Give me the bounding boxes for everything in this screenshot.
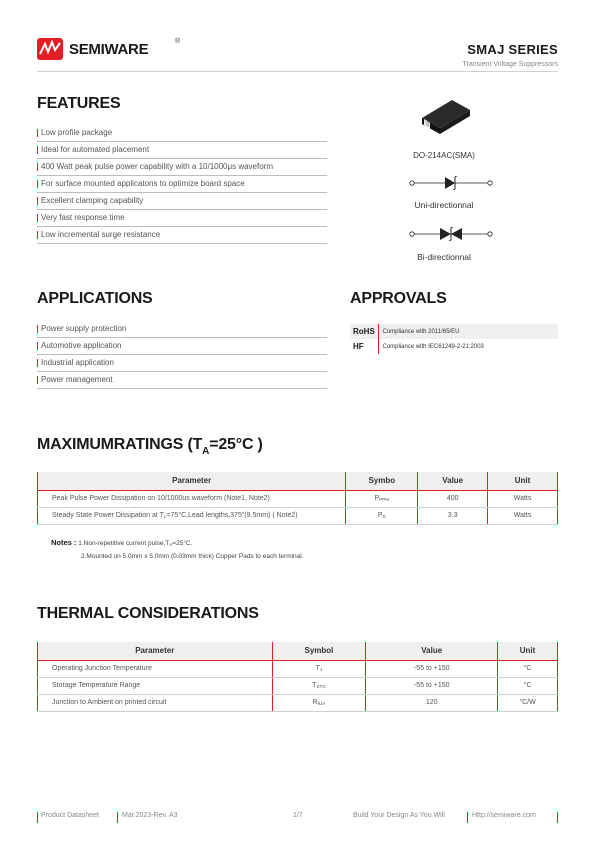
column-header: Unit bbox=[498, 642, 558, 660]
max-ratings-heading: MAXIMUMRATINGS ($T_A=25^\circ C$ ) bbox=[37, 436, 263, 457]
approval-value: Compliance with 2011/65/EU bbox=[378, 324, 558, 339]
symbol-cell: $P_D$ bbox=[346, 507, 418, 524]
list-item: Power management bbox=[37, 372, 327, 389]
thermal-table bbox=[37, 642, 558, 712]
logo-mark-icon bbox=[37, 38, 63, 60]
unit-cell: °C bbox=[498, 677, 558, 694]
unit-cell: Watts bbox=[488, 490, 558, 507]
unit-cell: °C bbox=[498, 660, 558, 677]
table-header-row bbox=[38, 642, 558, 660]
brand-logo bbox=[37, 38, 187, 64]
approval-key: HF bbox=[350, 339, 378, 354]
package-label: DO-214AC(SMA) bbox=[413, 151, 475, 160]
value-cell: 3.3 bbox=[418, 507, 488, 524]
column-header: Value bbox=[418, 472, 488, 490]
page-footer bbox=[37, 812, 558, 824]
symbol-cell: $T_{STG}$ bbox=[272, 677, 366, 694]
footer-doc-type: Product Datasheet bbox=[41, 812, 99, 819]
applications-heading: APPLICATIONS bbox=[37, 290, 153, 307]
value-cell: 120 bbox=[366, 694, 498, 711]
parameter-cell: Steady State Power Dissipation at $T_L=75^\circ C,Lead$ lengths.375"(9.5mm) ( Note2) bbox=[38, 507, 346, 524]
note-2: 2.Mounted on 5.0mm x 5.0mm (0.03mm thick) Copper Pads to each terminal. bbox=[81, 553, 304, 560]
applications-list bbox=[37, 321, 327, 389]
column-header: Value bbox=[366, 642, 498, 660]
notes-label: Notes : bbox=[51, 538, 77, 547]
list-item: Ideal for automated placement bbox=[37, 142, 327, 159]
features-list bbox=[37, 125, 327, 244]
list-item: Low profile package bbox=[37, 125, 327, 142]
footer-url[interactable]: Http://semiware.com bbox=[472, 812, 536, 819]
value-cell: -55 to +150 bbox=[366, 677, 498, 694]
approval-key: RoHS bbox=[350, 324, 378, 339]
symbol-cell: $T_J$ bbox=[272, 660, 366, 677]
footer-divider bbox=[557, 812, 558, 823]
parameter-cell: Junction to Ambient on printed circuit bbox=[38, 694, 273, 711]
series-subtitle: Transient Voltage Suppressors bbox=[462, 61, 558, 68]
brand-name: SEMIWARE bbox=[69, 41, 149, 58]
parameter-cell: Operating Junction Temperature bbox=[38, 660, 273, 677]
footer-revision: Mar.2023-Rev. A3 bbox=[122, 812, 178, 819]
symbol-cell: $P_{PPM}$ bbox=[346, 490, 418, 507]
package-image bbox=[418, 92, 472, 136]
table-header-row bbox=[38, 472, 558, 490]
registered-mark: ® bbox=[175, 38, 181, 45]
table-row bbox=[38, 677, 558, 694]
notes bbox=[51, 537, 304, 563]
note-1: 1.Non-repetitive current $pulse,T_A=25^\circ C$. bbox=[78, 540, 193, 547]
bi-diode-icon bbox=[409, 227, 493, 241]
list-item: Power supply protection bbox=[37, 321, 327, 338]
footer-divider bbox=[117, 812, 118, 823]
value-cell: -55 to +150 bbox=[366, 660, 498, 677]
column-header: Symbo bbox=[346, 472, 418, 490]
footer-divider bbox=[37, 812, 38, 823]
list-item: Very fast response time bbox=[37, 210, 327, 227]
table-row bbox=[38, 694, 558, 711]
symbol-cell: $R_{\theta JA}$ bbox=[272, 694, 366, 711]
list-item: Industrial application bbox=[37, 355, 327, 372]
approvals-table bbox=[350, 324, 558, 354]
footer-slogan: Build Your Design As You Will bbox=[353, 812, 445, 819]
uni-diode-icon bbox=[409, 176, 493, 190]
list-item: For surface mounted applicatons to optimize board space bbox=[37, 176, 327, 193]
column-header: Parameter bbox=[38, 642, 273, 660]
table-row bbox=[350, 339, 558, 354]
parameter-cell: Storage Temperature Range bbox=[38, 677, 273, 694]
footer-divider bbox=[467, 812, 468, 823]
parameter-cell: Peak Pulse Power Dissipation on 10/1000us waveform (Note1, Note2) bbox=[38, 490, 346, 507]
uni-directional-label: Uni-directionnal bbox=[414, 200, 474, 210]
series-title: SMAJ SERIES bbox=[467, 42, 558, 57]
unit-cell: °C/W bbox=[498, 694, 558, 711]
value-cell: 400 bbox=[418, 490, 488, 507]
unit-cell: Watts bbox=[488, 507, 558, 524]
approval-value: Compliance with IEC61249-2-21:2003 bbox=[382, 343, 484, 350]
list-item: Low incremental surge resistance bbox=[37, 227, 327, 244]
column-header: Unit bbox=[488, 472, 558, 490]
column-header: Symbol bbox=[272, 642, 366, 660]
max-ratings-table bbox=[37, 472, 558, 525]
list-item: Excellent clamping capability bbox=[37, 193, 327, 210]
table-row bbox=[38, 490, 558, 507]
table-row bbox=[38, 507, 558, 524]
list-item: Automotive application bbox=[37, 338, 327, 355]
thermal-heading: THERMAL CONSIDERATIONS bbox=[37, 605, 259, 622]
table-row bbox=[350, 324, 558, 339]
header-divider bbox=[37, 71, 558, 72]
approvals-heading: APPROVALS bbox=[350, 290, 447, 307]
footer-page-number: 1/7 bbox=[293, 812, 303, 819]
list-item: 400 Watt peak pulse power capability with a 10/1000μs waveform bbox=[37, 159, 327, 176]
features-heading: FEATURES bbox=[37, 95, 121, 112]
bi-directional-label: Bi-directionnal bbox=[417, 252, 471, 262]
table-row bbox=[38, 660, 558, 677]
column-header: Parameter bbox=[38, 472, 346, 490]
